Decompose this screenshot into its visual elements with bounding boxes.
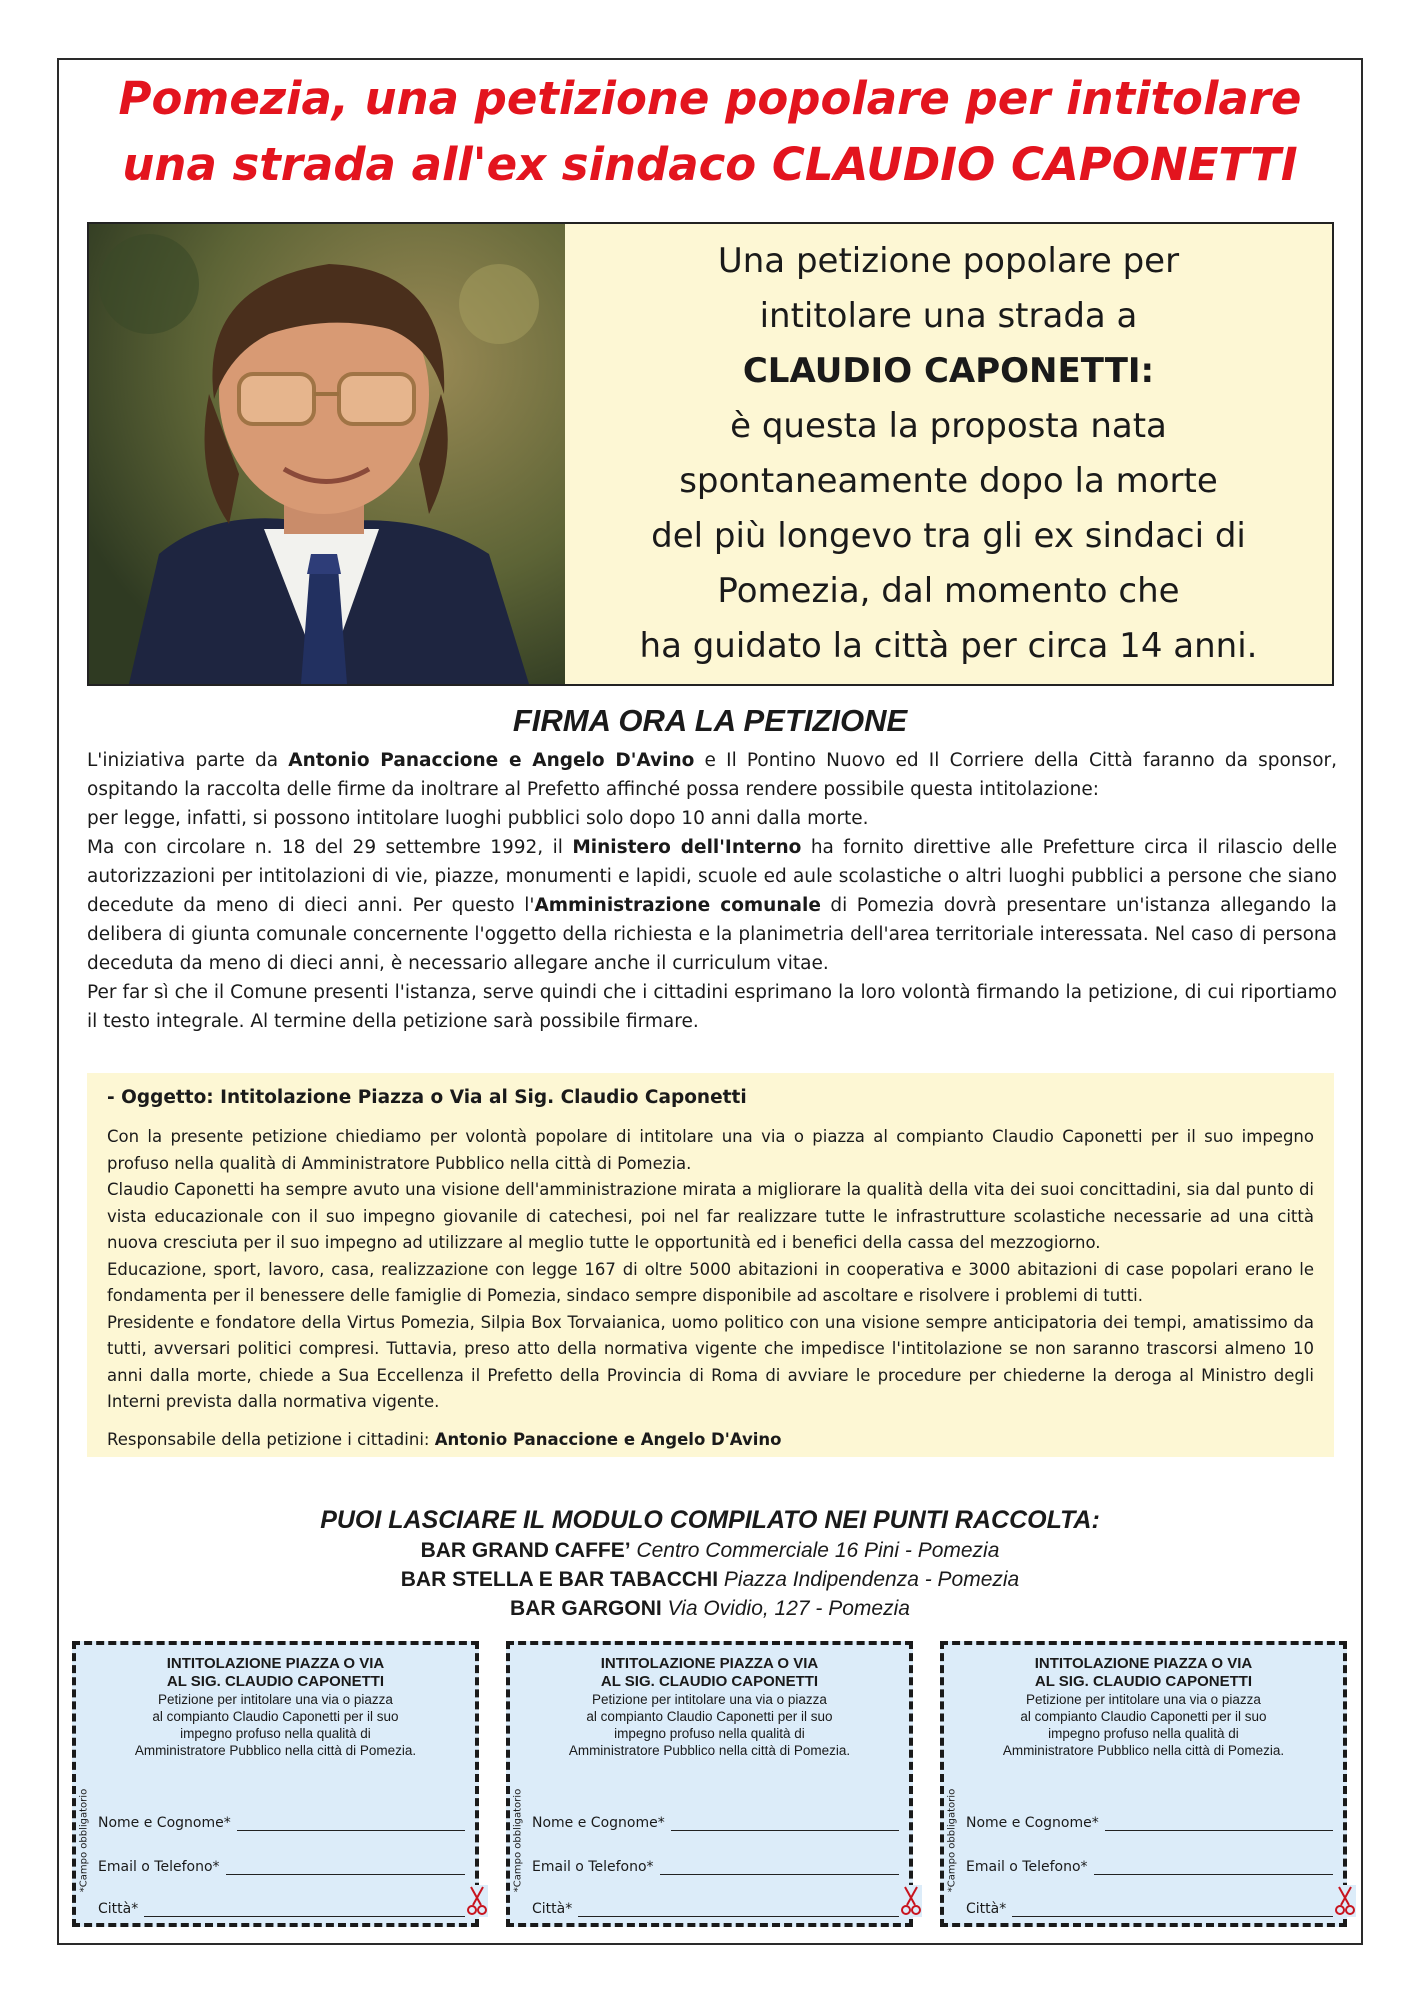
headline-line-2: una strada all'ex sindaco CLAUDIO CAPONETTI	[122, 138, 1298, 191]
city-field[interactable]	[532, 1901, 899, 1917]
contact-input-line[interactable]	[1094, 1860, 1333, 1875]
point-name: BAR STELLA E BAR TABACCHI	[400, 1568, 719, 1591]
body-text: ha fornito direttive alle Prefetture circa il rilascio delle autorizzazioni per intitolazioni di vie, piazze, monumenti e lapidi, scuole ed aule scolastiche o altri luoghi pubblici a persone che siano decedute da meno di dieci anni. Per questo l'	[87, 837, 1337, 916]
name-label: Nome e Cognome*	[966, 1815, 1099, 1831]
form-title-2: AL SIG. CLAUDIO CAPONETTI	[600, 1673, 819, 1690]
name-field[interactable]	[966, 1815, 1333, 1831]
city-field[interactable]	[966, 1901, 1333, 1917]
form-desc-4: Amministratore Pubblico nella città di Pomezia.	[1002, 1743, 1285, 1758]
form-title-2: AL SIG. CLAUDIO CAPONETTI	[1034, 1673, 1253, 1690]
form-desc-2: al compianto Claudio Caponetti per il suo	[1020, 1709, 1267, 1724]
section-title: FIRMA ORA LA PETIZIONE	[512, 703, 908, 738]
name-input-line[interactable]	[237, 1816, 465, 1831]
name-field[interactable]	[98, 1815, 465, 1831]
name-input-line[interactable]	[1105, 1816, 1333, 1831]
city-input-line[interactable]	[578, 1902, 899, 1917]
form-title-1: INTITOLAZIONE PIAZZA O VIA	[600, 1655, 819, 1672]
petition-paragraph-2: Claudio Caponetti ha sempre avuto una visione dell'amministrazione mirata a migliorare la qualità della vita dei suoi concittadini, sia dal punto di vista educazionale con il suo impegno giovanile di catechesi, poi nel far realizzare tutte le infrastrutture scolastiche necessarie ad una città nuova cresciuta per il suo impegno ad utilizzare al meglio tutte le opportunità ed i benefici della cassa del mezzogiorno.	[107, 1180, 1314, 1252]
responsible-names: Antonio Panaccione e Angelo D'Avino	[434, 1429, 782, 1449]
form-desc-3: impegno profuso nella qualità di	[1048, 1726, 1239, 1741]
name-field[interactable]	[532, 1815, 899, 1831]
name-label: Nome e Cognome*	[532, 1815, 665, 1831]
form-header	[510, 1645, 909, 1759]
required-note	[509, 1775, 523, 1895]
collection-point-2	[60, 1565, 1360, 1594]
portrait-illustration	[89, 224, 565, 684]
portrait-photo	[89, 224, 565, 684]
required-note-text: *Campo obbligatorio	[946, 1788, 958, 1893]
form-desc-2: al compianto Claudio Caponetti per il suo	[152, 1709, 399, 1724]
body-paragraph-3	[87, 833, 1337, 978]
signature-form	[940, 1641, 1347, 1927]
city-label: Città*	[98, 1901, 139, 1917]
article-body	[87, 746, 1337, 1036]
intro-line-7: Pomezia, dal momento che	[717, 571, 1180, 611]
body-bold: Ministero dell'Interno	[572, 837, 802, 858]
required-note	[75, 1775, 89, 1895]
contact-label: Email o Telefono*	[98, 1859, 220, 1875]
intro-line-6: del più longevo tra gli ex sindaci di	[651, 516, 1246, 556]
city-label: Città*	[532, 1901, 573, 1917]
signature-form	[72, 1641, 479, 1927]
city-field[interactable]	[98, 1901, 465, 1917]
petition-subject: - Oggetto: Intitolazione Piazza o Via al Sig. Claudio Caponetti	[107, 1087, 747, 1108]
form-title-1: INTITOLAZIONE PIAZZA O VIA	[166, 1655, 385, 1672]
contact-label: Email o Telefono*	[966, 1859, 1088, 1875]
point-address: Centro Commerciale 16 Pini - Pomezia	[630, 1539, 1000, 1562]
contact-label: Email o Telefono*	[532, 1859, 654, 1875]
form-desc-4: Amministratore Pubblico nella città di Pomezia.	[134, 1743, 417, 1758]
name-label: Nome e Cognome*	[98, 1815, 231, 1831]
intro-line-5: spontaneamente dopo la morte	[679, 461, 1218, 501]
collection-points	[60, 1505, 1360, 1623]
petition-paragraph-1: Con la presente petizione chiediamo per volontà popolare di intitolare una via o piazza al compianto Claudio Caponetti per il suo impegno profuso nella qualità di Amministratore Pubblico nella città di Pomezia.	[107, 1127, 1314, 1173]
body-text: di Pomezia dovrà presentare un'istanza allegando la delibera di giunta comunale concernente l'oggetto della richiesta e la planimetria dell'area territoriale interessata. Nel caso di persona deceduta da meno di dieci anni, è necessario allegare anche il curriculum vitae.	[87, 895, 1337, 974]
intro-line-8: ha guidato la città per circa 14 anni.	[639, 626, 1258, 666]
scissors-icon[interactable]	[1334, 1885, 1356, 1917]
intro-line-1: Una petizione popolare per	[717, 241, 1180, 281]
city-label: Città*	[966, 1901, 1007, 1917]
form-desc-1: Petizione per intitolare una via o piazza	[1026, 1692, 1261, 1707]
form-desc-4: Amministratore Pubblico nella città di Pomezia.	[568, 1743, 851, 1758]
form-desc-3: impegno profuso nella qualità di	[180, 1726, 371, 1741]
form-title-1: INTITOLAZIONE PIAZZA O VIA	[1034, 1655, 1253, 1672]
headline	[60, 66, 1360, 198]
form-header	[944, 1645, 1343, 1759]
contact-field[interactable]	[532, 1859, 899, 1875]
body-text: e Il Pontino Nuovo ed Il Corriere della Città faranno da sponsor, ospitando la raccolta delle firme da inoltrare al Prefetto affinché possa rendere possibile questa intitolazione:	[87, 750, 1337, 800]
point-address: Via Ovidio, 127 - Pomezia	[661, 1597, 910, 1620]
required-note-text: *Campo obbligatorio	[78, 1788, 90, 1893]
responsible-label: Responsabile della petizione i cittadini:	[107, 1429, 435, 1449]
body-text: Ma con circolare n. 18 del 29 settembre 1992, il	[87, 837, 573, 858]
body-paragraph-4: Per far sì che il Comune presenti l'istanza, serve quindi che i cittadini esprimano la loro volontà firmando la petizione, di cui riportiamo il testo integrale. Al termine della petizione sarà possibile firmare.	[87, 982, 1337, 1032]
form-title-2: AL SIG. CLAUDIO CAPONETTI	[166, 1673, 385, 1690]
intro-box	[565, 224, 1332, 684]
collection-point-3	[60, 1594, 1360, 1623]
body-paragraph-1	[87, 746, 1337, 804]
signature-forms	[72, 1641, 1348, 1927]
petition-text	[107, 1124, 1314, 1416]
point-address: Piazza Indipendenza - Pomezia	[718, 1568, 1020, 1591]
body-bold: Amministrazione comunale	[534, 895, 821, 916]
intro-line-4: è questa la proposta nata	[730, 406, 1167, 446]
petition-box	[87, 1073, 1334, 1457]
signature-form	[506, 1641, 913, 1927]
petition-responsible	[107, 1430, 1314, 1449]
hero-section	[87, 222, 1334, 686]
collection-point-1	[60, 1536, 1360, 1565]
body-text: L'iniziativa parte da	[87, 750, 289, 771]
contact-input-line[interactable]	[660, 1860, 899, 1875]
point-name: BAR GRAND CAFFE’	[420, 1539, 631, 1562]
contact-field[interactable]	[966, 1859, 1333, 1875]
contact-field[interactable]	[98, 1859, 465, 1875]
headline-line-1: Pomezia, una petizione popolare per intitolare	[118, 72, 1302, 125]
required-note	[943, 1775, 957, 1895]
body-paragraph-2: per legge, infatti, si possono intitolare luoghi pubblici solo dopo 10 anni dalla morte.	[87, 808, 869, 829]
contact-input-line[interactable]	[226, 1860, 465, 1875]
form-desc-1: Petizione per intitolare una via o piazza	[158, 1692, 393, 1707]
intro-line-2: intitolare una strada a	[759, 296, 1138, 336]
petition-paragraph-3: Educazione, sport, lavoro, casa, realizzazione con legge 167 di oltre 5000 abitazioni in cooperativa e 3000 abitazioni di case popolari erano le fondamenta per il benessere delle famiglie di Pomezia, sindaco sempre disponibile ad ascoltare e risolvere i problemi di tutti.	[107, 1259, 1314, 1305]
city-input-line[interactable]	[144, 1902, 465, 1917]
scissors-icon[interactable]	[900, 1885, 922, 1917]
form-desc-1: Petizione per intitolare una via o piazza	[592, 1692, 827, 1707]
form-header	[76, 1645, 475, 1759]
point-name: BAR GARGONI	[510, 1597, 662, 1620]
body-bold: Antonio Panaccione e Angelo D'Avino	[288, 750, 695, 771]
petition-paragraph-4: Presidente e fondatore della Virtus Pomezia, Silpia Box Torvaianica, uomo politico con una visione sempre anticipatoria dei tempi, amatissimo da tutti, avversari politici compresi. Tuttavia, preso atto della normativa vigente che impedisce l'intitolazione se non saranno trascorsi almeno 10 anni dalla morte, chiede a Sua Eccellenza il Prefetto della Provincia di Roma di avviare le procedure per chiederne la deroga al Ministro degli Interni prevista dalla normativa vigente.	[107, 1312, 1314, 1411]
form-desc-3: impegno profuso nella qualità di	[614, 1726, 805, 1741]
collection-title: PUOI LASCIARE IL MODULO COMPILATO NEI PUNTI RACCOLTA:	[320, 1506, 1100, 1534]
intro-line-3: CLAUDIO CAPONETTI:	[742, 351, 1155, 391]
name-input-line[interactable]	[671, 1816, 899, 1831]
form-desc-2: al compianto Claudio Caponetti per il suo	[586, 1709, 833, 1724]
city-input-line[interactable]	[1012, 1902, 1333, 1917]
required-note-text: *Campo obbligatorio	[512, 1788, 524, 1893]
scissors-icon[interactable]	[466, 1885, 488, 1917]
